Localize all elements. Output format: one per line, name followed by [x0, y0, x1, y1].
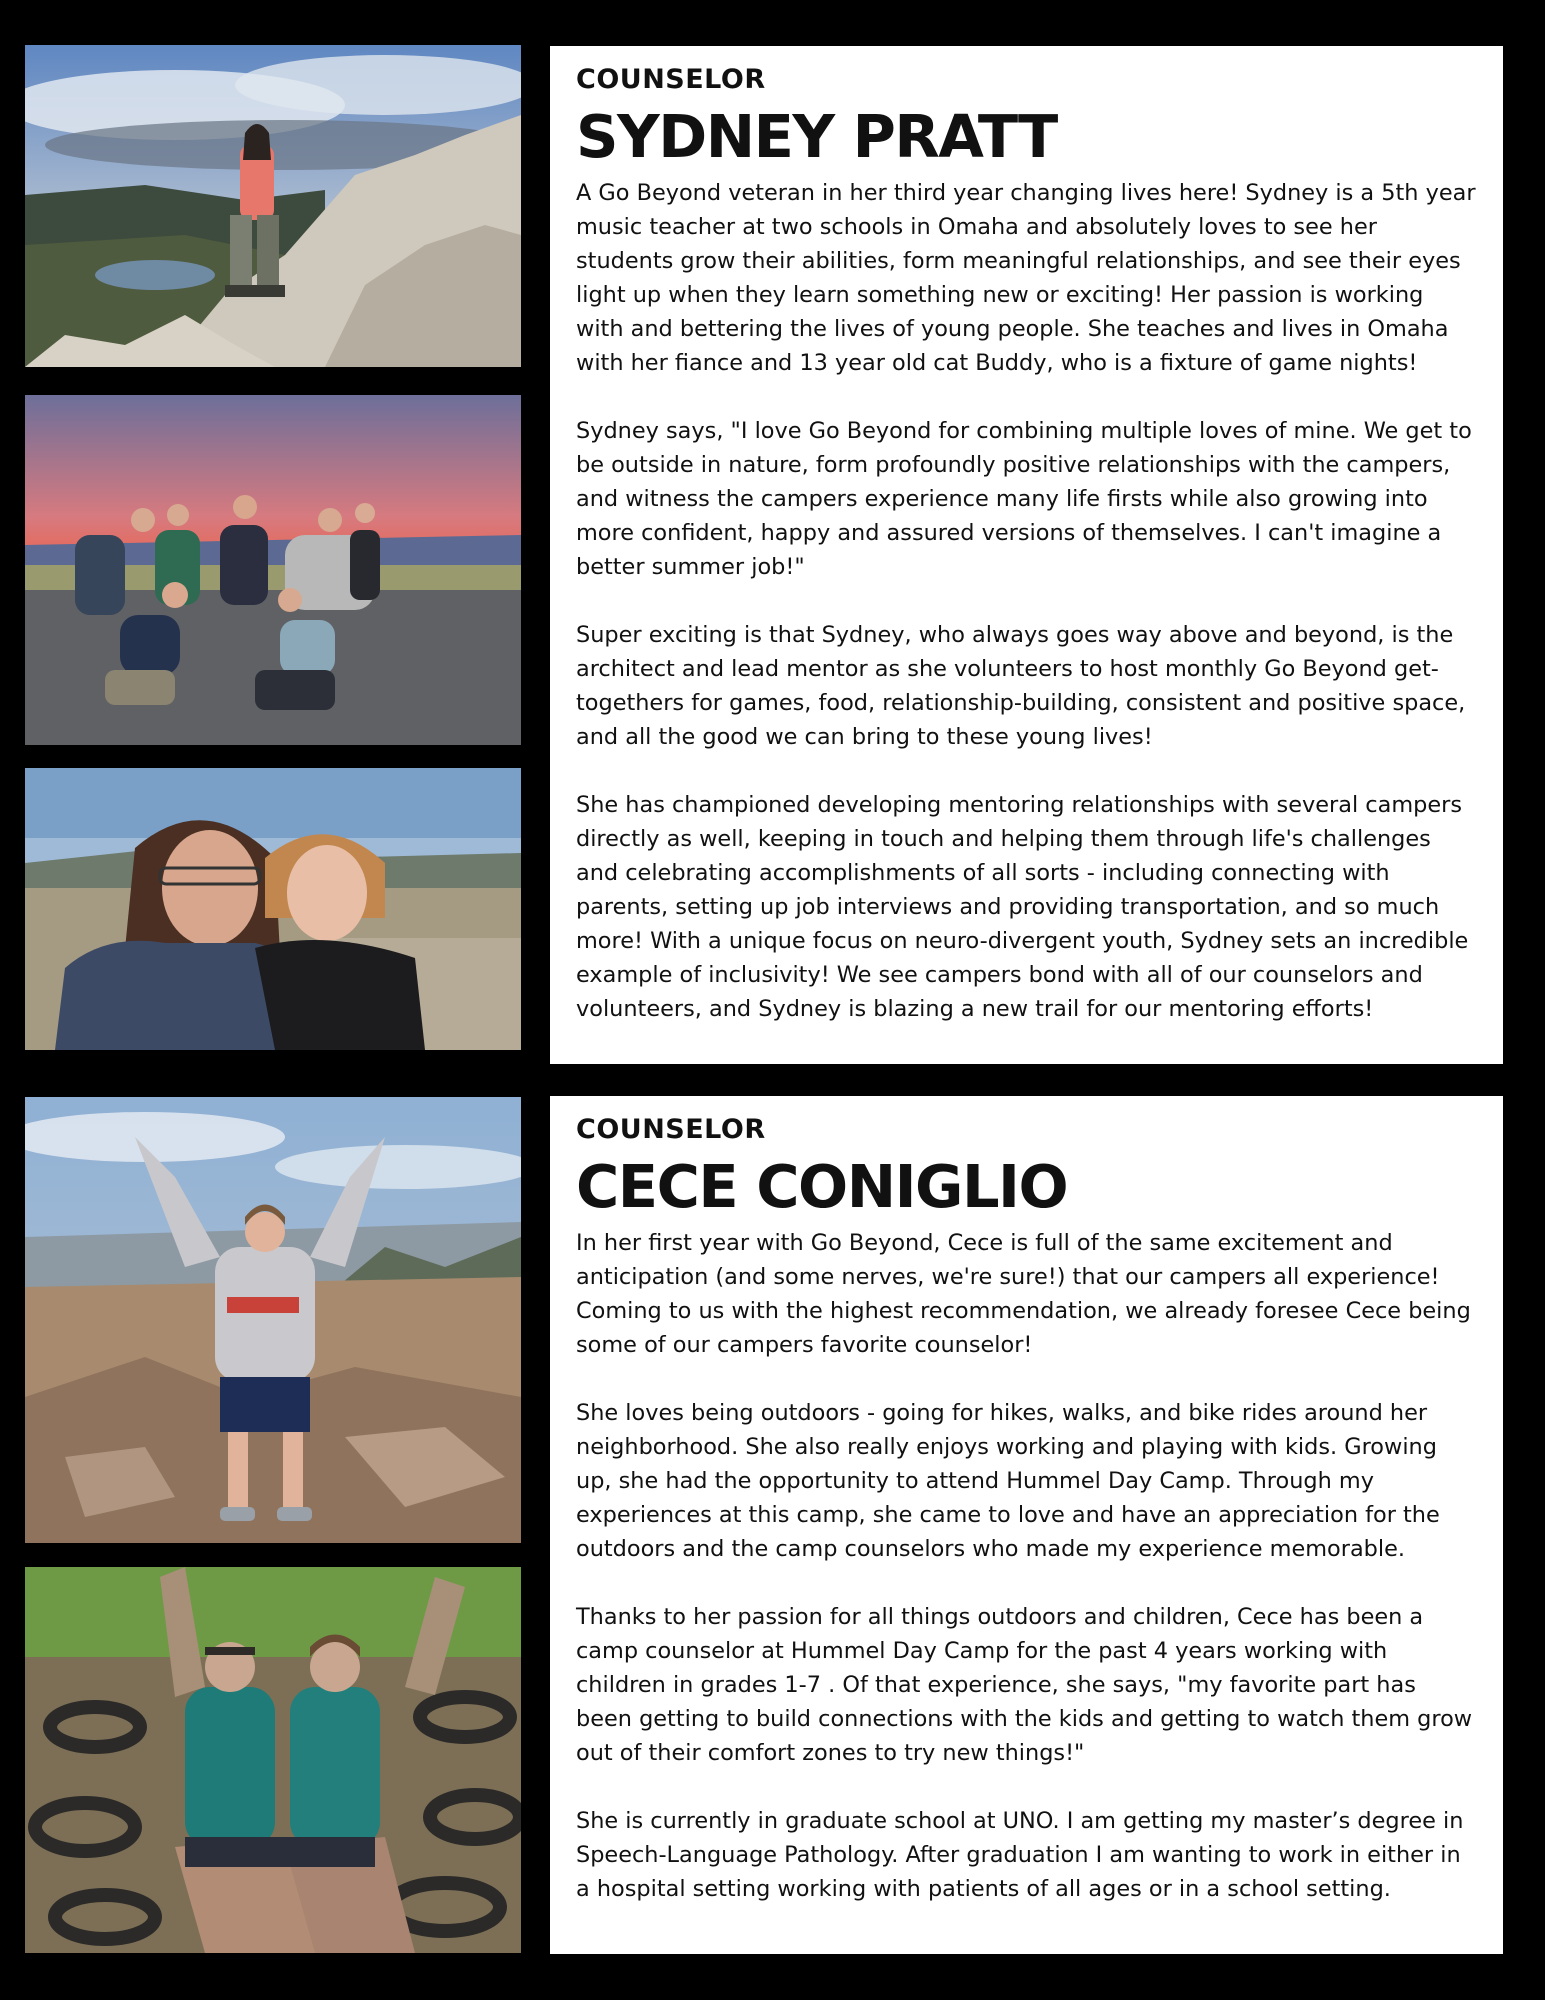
profile-paragraph: In her first year with Go Beyond, Cece is full of the same excitement and anticipation (and some nerves, we're sure!) that our campers all experience! Coming to us with the highest recommendation, we already foresee Cece being some of our campers favorite counselor! [576, 1230, 1471, 1358]
profile-paragraph: She is currently in graduate school at UNO. I am getting my master’s degree in Speech-Language Pathology. After graduation I am wanting to work in either in a hospital setting working with patients of all ages or in a school setting. [576, 1808, 1464, 1902]
profile-paragraph: She has championed developing mentoring relationships with several campers directly as well, keeping in touch and helping them through life's challenges and celebrating accomplishments of all sorts - including connecting with parents, setting up job interviews and providing transportation, and so much more! With a unique focus on neuro-divergent youth, Sydney sets an incredible example of inclusivity! We see campers bond with all of our counselors and volunteers, and Sydney is blazing a new trail for our mentoring efforts! [576, 792, 1469, 1022]
photo-group-sunset [25, 395, 521, 745]
profile-name: CECE CONIGLIO [576, 1152, 1068, 1221]
photo-mud-run [25, 1567, 521, 1953]
photo-sydney-mountain [25, 45, 521, 367]
profile-paragraph: Sydney says, "I love Go Beyond for combining multiple loves of mine. We get to be outside in nature, form profoundly positive relationships with the campers, and witness the campers experience many life firsts while also growing into more confident, happy and assured versions of themselves. I can't imagine a better summer job!" [576, 418, 1472, 580]
profile-role: COUNSELOR [576, 1114, 766, 1145]
profile-paragraph: She loves being outdoors - going for hikes, walks, and bike rides around her neighborhood. She also really enjoys working and playing with kids. Growing up, she had the opportunity to attend Hummel Day Camp. Through my experiences at this camp, she came to love and have an appreciation for the outdoors and the camp counselors who made my experience memorable. [576, 1400, 1440, 1562]
photo-selfie-two [25, 768, 521, 1050]
profile-card-sydney [550, 46, 1503, 1064]
profile-name: SYDNEY PRATT [576, 102, 1057, 171]
profile-paragraph: A Go Beyond veteran in her third year changing lives here! Sydney is a 5th year music teacher at two schools in Omaha and absolutely loves to see her students grow their abilities, form meaningful relationships, and see their eyes light up when they learn something new or exciting! Her passion is working with and bettering the lives of young people. She teaches and lives in Omaha with her fiance and 13 year old cat Buddy, who is a fixture of game nights! [576, 180, 1476, 376]
profile-paragraph: Thanks to her passion for all things outdoors and children, Cece has been a camp counselor at Hummel Day Camp for the past 4 years working with children in grades 1-7 . Of that experience, she says, "my favorite part has been getting to build connections with the kids and getting to watch them grow out of their comfort zones to try new things!" [576, 1604, 1473, 1766]
photo-cece-summit [25, 1097, 521, 1543]
profile-role: COUNSELOR [576, 64, 766, 95]
profile-paragraph: Super exciting is that Sydney, who always goes way above and beyond, is the architect and lead mentor as she volunteers to host monthly Go Beyond get-togethers for games, food, relationship-building, consistent and positive space, and all the good we can bring to these young lives! [576, 622, 1466, 750]
profile-card-cece [550, 1096, 1503, 1954]
